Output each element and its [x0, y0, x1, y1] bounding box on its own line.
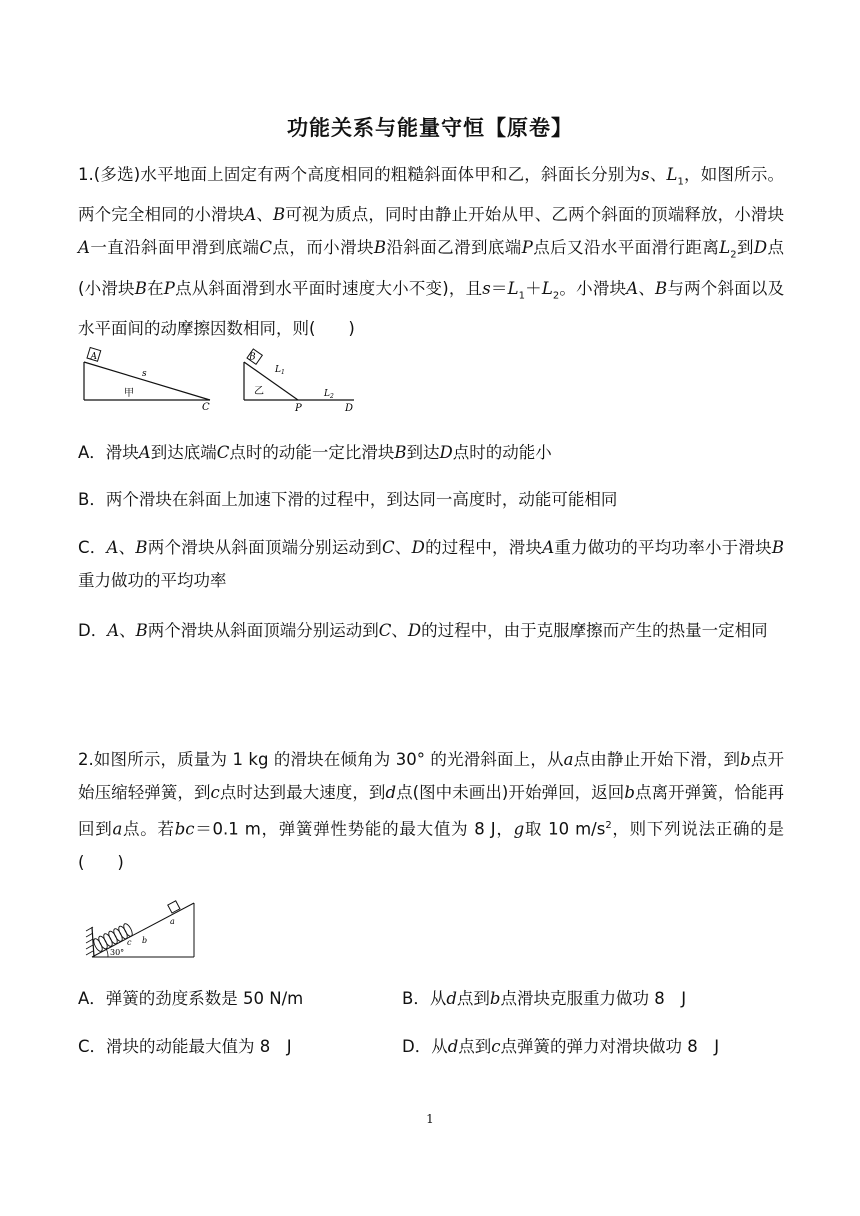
label-c: C: [202, 402, 210, 413]
page-title: 功能关系与能量守恒【原卷】: [287, 116, 573, 140]
incline-jia-slope: [84, 362, 210, 400]
angle-arc: [107, 950, 109, 958]
q2-figure: [78, 897, 198, 963]
question-1-text: 1.(多选)水平地面上固定有两个高度相同的粗糙斜面体甲和乙，斜面长分别为s、$L_1$，如图所示。两个完全相同的小滑块A、B可视为质点，同时由静止开始从甲、乙两个斜面的顶端释放，小滑块A一直沿斜面甲滑到底端C点，而小滑块B沿斜面乙滑到底端P点后又沿水平面滑行距离$L_2$到D点(小滑块B在P点从斜面滑到水平面时速度大小不变)，且$s=L_1+L_2$。小滑块A、B与两个斜面以及水平面间的动摩擦因数相同，则( ): [78, 165, 785, 338]
q1-figure: [78, 344, 368, 416]
label-jia: 甲: [124, 388, 134, 399]
q2-option-c[interactable]: C．滑块的动能最大值为 8 J: [78, 1037, 292, 1056]
incline-yi-slope: [244, 362, 298, 400]
q1-option-a[interactable]: A．滑块A到达底端C点时的动能一定比滑块B到达D点时的动能小: [78, 443, 552, 462]
question-2-text: 2.如图所示，质量为 1 kg 的滑块在倾角为 30° 的光滑斜面上，从a点由静止开始下滑，到b点开始压缩轻弹簧，到c点时达到最大速度，到d点(图中未画出)开始弹回，返回b点离开弹簧，恰能再回到a点。若bc＝0.1 m，弹簧弹性势能的最大值为 8 J，g取 10 $m/s^2$，则下列说法正确的是( ): [78, 750, 785, 872]
label-s: s: [142, 369, 147, 379]
point-b-label: b: [142, 936, 148, 945]
q1-option-b[interactable]: B．两个滑块在斜面上加速下滑的过程中，到达同一高度时，动能可能相同: [78, 490, 618, 509]
block-a-label: A: [90, 352, 97, 362]
label-yi: 乙: [254, 386, 264, 397]
point-c-label: c: [127, 938, 132, 947]
q2-option-d[interactable]: D．从d点到c点弹簧的弹力对滑块做功 8 J: [402, 1037, 720, 1056]
incline-slope: [92, 903, 194, 957]
block-b-label: B: [249, 352, 256, 363]
q1-option-c[interactable]: C．A、B两个滑块从斜面顶端分别运动到C、D的过程中，滑块A重力做功的平均功率小于滑块B重力做功的平均功率: [78, 538, 785, 590]
page-number: 1: [426, 1112, 434, 1126]
label-d: D: [345, 403, 354, 414]
q2-option-a[interactable]: A．弹簧的劲度系数是 50 N/m: [78, 989, 304, 1008]
q2-option-b[interactable]: B．从d点到b点滑块克服重力做功 8 J: [402, 989, 687, 1008]
label-l2: $L_2$: [324, 389, 334, 400]
label-p: P: [295, 403, 302, 414]
point-a-label: a: [170, 917, 175, 926]
label-l1: $L_1$: [275, 365, 285, 376]
q1-option-d[interactable]: D．A、B两个滑块从斜面顶端分别运动到C、D的过程中，由于克服摩擦而产生的热量一定相同: [78, 621, 768, 640]
angle-label: 30°: [110, 948, 125, 957]
